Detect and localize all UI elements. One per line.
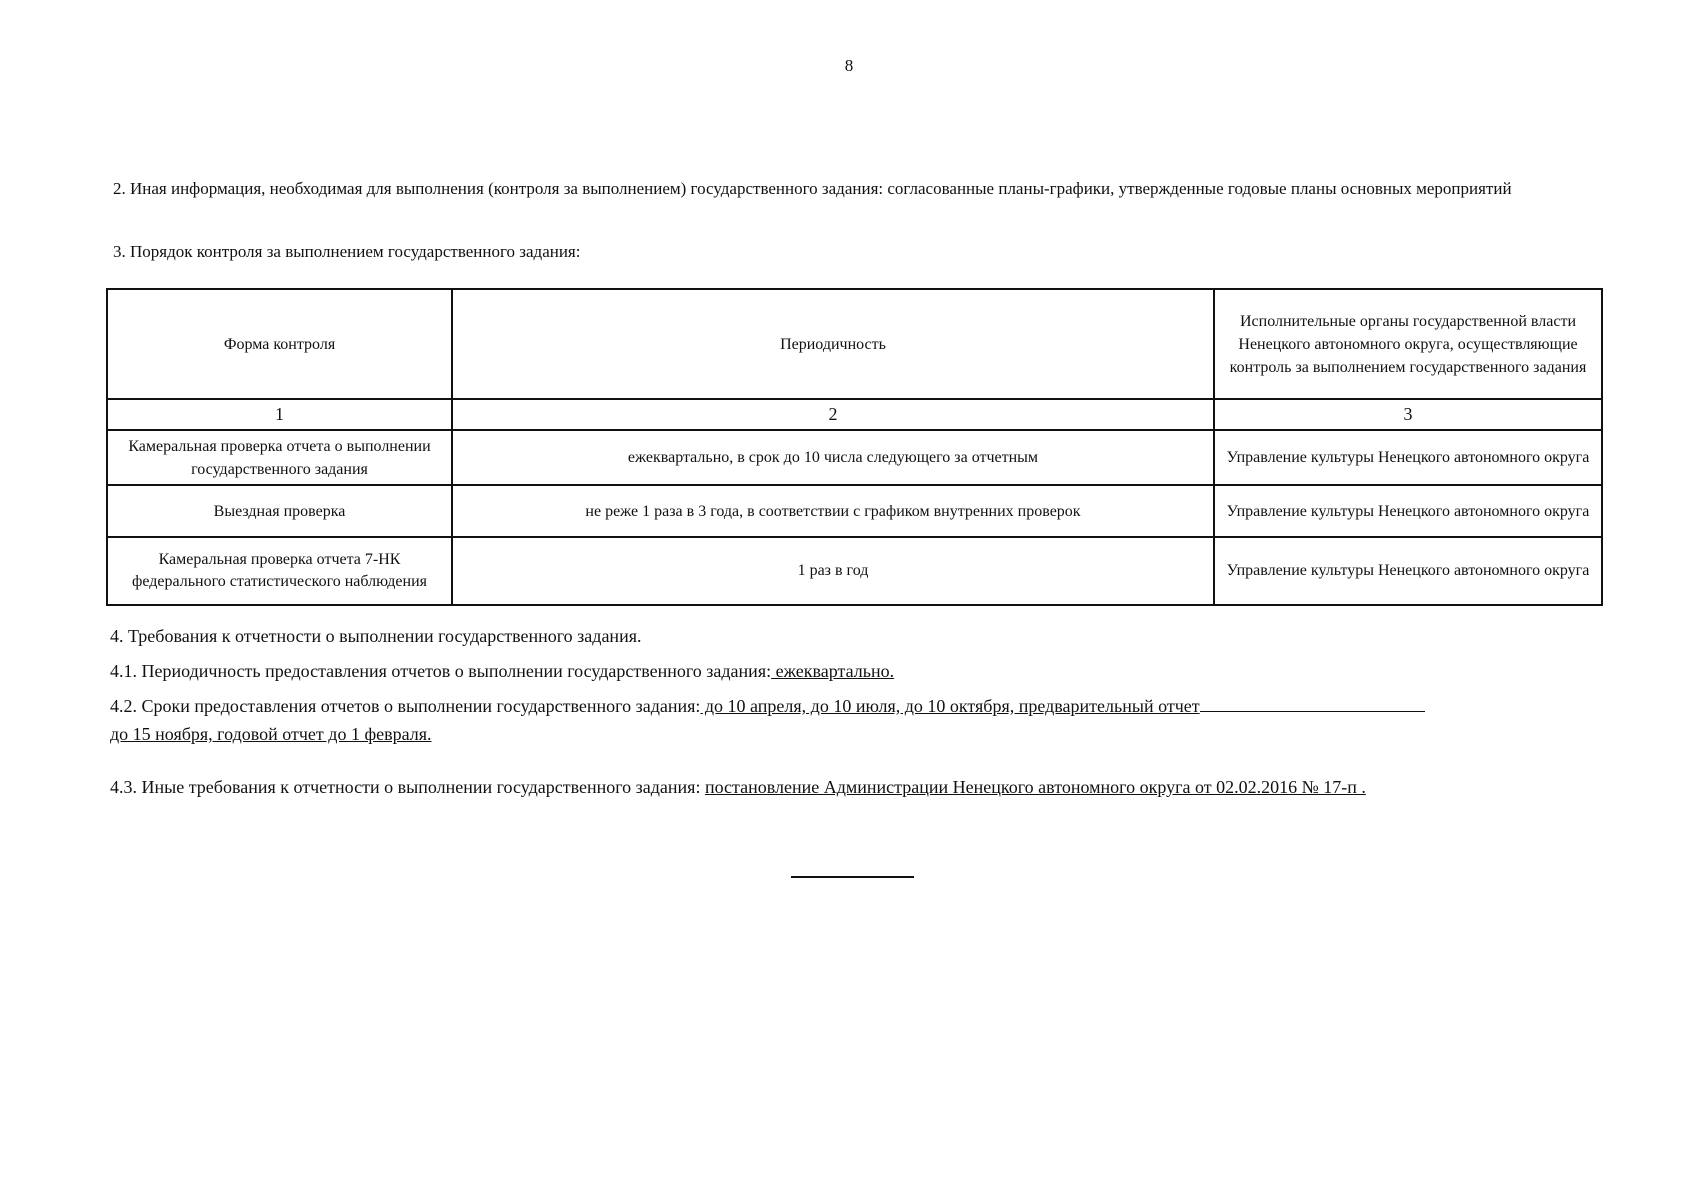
header-executive-bodies: Исполнительные органы государственной власти Ненецкого автономного округа, осуществляющие контроль за выполнением государственного задания: [1214, 289, 1602, 399]
requirement-4-2: [110, 692, 1605, 748]
table-cell-executive-body: Управление культуры Ненецкого автономного округа: [1214, 430, 1602, 485]
requirement-4-3-value: постановление Администрации Ненецкого автономного округа от 02.02.2016 № 17-п .: [704, 777, 1366, 797]
requirement-4-1: [110, 657, 894, 685]
column-number-3: 3: [1214, 399, 1602, 430]
requirement-4-1-value: ежеквартально.: [771, 661, 895, 681]
column-number-1: 1: [107, 399, 452, 430]
requirement-4-2-value: до 10 апреля, до 10 июля, до 10 октября, предварительный отчет: [700, 696, 1200, 716]
table-row: [107, 485, 1602, 537]
paragraph-control-order: 3. Порядок контроля за выполнением государственного задания:: [113, 242, 581, 261]
table-cell-periodicity: 1 раз в год: [452, 537, 1214, 605]
requirement-4-2-value-continued: до 15 ноября, годовой отчет до 1 февраля.: [110, 724, 432, 744]
table-row: [107, 430, 1602, 485]
table-cell-executive-body: Управление культуры Ненецкого автономного округа: [1214, 537, 1602, 605]
table-row: [107, 537, 1602, 605]
header-periodicity: Периодичность: [452, 289, 1214, 399]
control-table: [106, 288, 1603, 606]
table-header-row: [107, 289, 1602, 399]
table-column-numbers-row: [107, 399, 1602, 430]
page-number: 8: [844, 56, 854, 75]
requirement-4-3: [110, 773, 1366, 801]
requirement-4-2-label: 4.2. Сроки предоставления отчетов о выполнении государственного задания:: [110, 696, 701, 716]
table-cell-periodicity: не реже 1 раза в 3 года, в соответствии с графиком внутренних проверок: [452, 485, 1214, 537]
table-cell-control-form: Выездная проверка: [107, 485, 452, 537]
fill-in-line: [1200, 693, 1425, 712]
paragraph-other-info: 2. Иная информация, необходимая для выполнения (контроля за выполнением) государственного задания: согласованные планы-графики, утвержденные годовые планы основных мероприятий: [113, 179, 1512, 198]
table-cell-control-form: Камеральная проверка отчета 7-НК федерального статистического наблюдения: [107, 537, 452, 605]
table-cell-periodicity: ежеквартально, в срок до 10 числа следующего за отчетным: [452, 430, 1214, 485]
requirement-4-1-label: 4.1. Периодичность предоставления отчетов о выполнении государственного задания:: [110, 661, 772, 681]
header-control-form: Форма контроля: [107, 289, 452, 399]
column-number-2: 2: [452, 399, 1214, 430]
end-of-document-rule: [791, 876, 914, 878]
table-cell-executive-body: Управление культуры Ненецкого автономного округа: [1214, 485, 1602, 537]
table-cell-control-form: Камеральная проверка отчета о выполнении государственного задания: [107, 430, 452, 485]
reporting-requirements-heading: 4. Требования к отчетности о выполнении государственного задания.: [110, 626, 642, 646]
requirement-4-3-label: 4.3. Иные требования к отчетности о выполнении государственного задания:: [110, 777, 701, 797]
